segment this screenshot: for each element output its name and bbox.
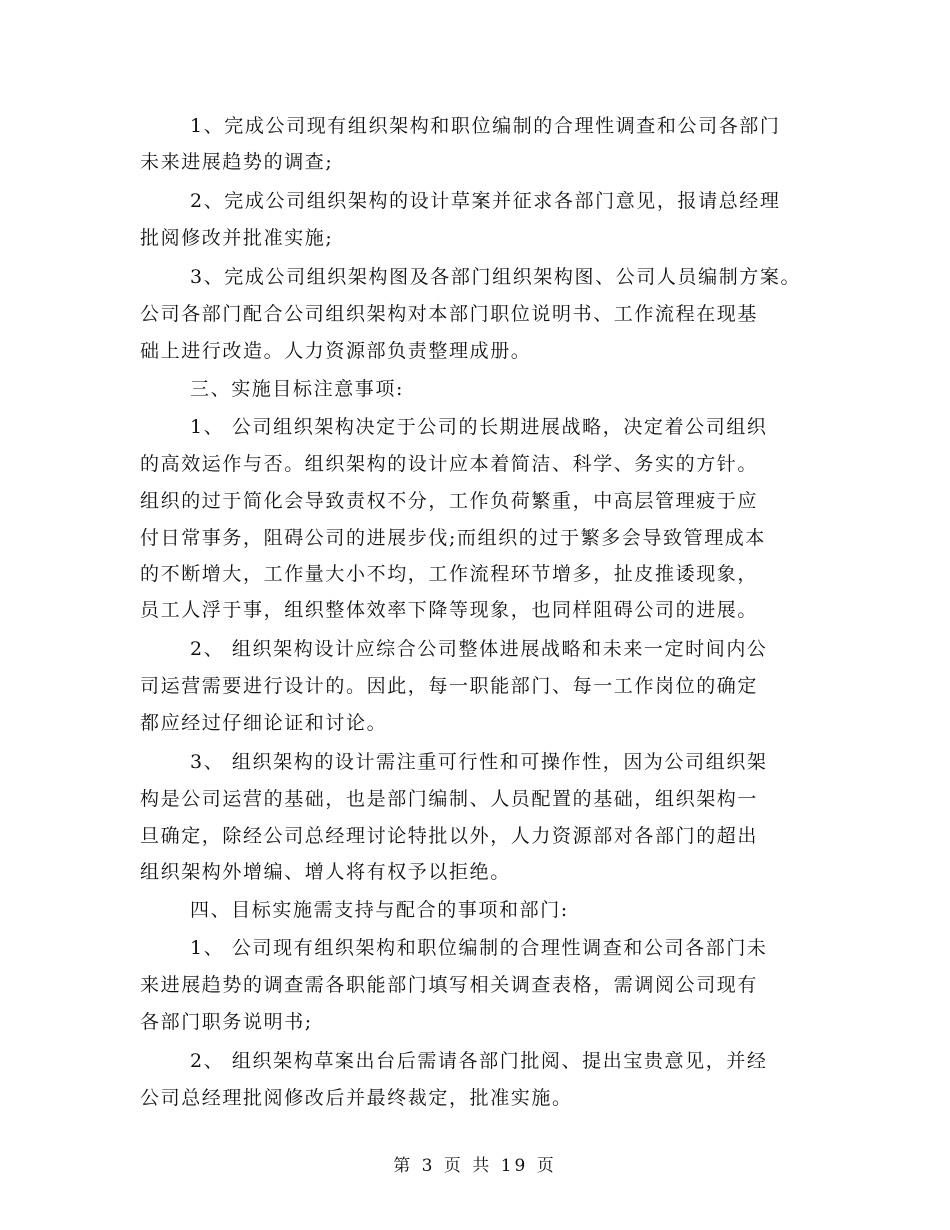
body-line: 1、 公司组织架构决定于公司的长期进展战略，决定着公司组织 bbox=[190, 416, 768, 438]
body-line: 组织的过于简化会导致责权不分，工作负荷繁重，中高层管理疲于应 bbox=[140, 490, 759, 512]
body-line: 2、 组织架构设计应综合公司整体进展战略和未来一定时间内公 bbox=[190, 638, 768, 660]
body-line: 来进展趋势的调查需各职能部门填写相关调查表格，需调阅公司现有 bbox=[140, 974, 759, 996]
body-line: 2、完成公司组织架构的设计草案并征求各部门意见，报请总经理 bbox=[190, 190, 781, 212]
body-line: 的高效运作与否。组织架构的设计应本着简洁、科学、务实的方针。 bbox=[140, 453, 759, 475]
body-line: 1、完成公司现有组织架构和职位编制的合理性调查和公司各部门 bbox=[190, 115, 781, 137]
body-line: 组织架构外增编、增人将有权予以拒绝。 bbox=[140, 861, 511, 883]
body-line: 旦确定，除经公司总经理讨论特批以外，人力资源部对各部门的超出 bbox=[140, 825, 759, 847]
body-line: 3、 组织架构的设计需注重可行性和可操作性，因为公司组织架 bbox=[190, 751, 768, 773]
body-line: 都应经过仔细论证和讨论。 bbox=[140, 712, 388, 734]
body-line: 付日常事务，阻碍公司的进展步伐;而组织的过于繁多会导致管理成本 bbox=[140, 527, 767, 549]
page-number-footer: 第 3 页 共 19 页 bbox=[393, 1156, 557, 1176]
body-line: 础上进行改造。人力资源部负责整理成册。 bbox=[140, 340, 532, 362]
body-line: 未来进展趋势的调查; bbox=[140, 151, 334, 173]
body-line: 各部门职务说明书; bbox=[140, 1011, 313, 1033]
body-line: 批阅修改并批准实施; bbox=[140, 227, 334, 249]
body-line: 3、完成公司组织架构图及各部门组织架构图、公司人员编制方案。 bbox=[190, 266, 802, 288]
body-line: 的不断增大，工作量大小不均，工作流程环节增多，扯皮推诿现象， bbox=[140, 563, 759, 585]
section-heading: 四、目标实施需支持与配合的事项和部门: bbox=[190, 899, 569, 921]
body-line: 公司各部门配合公司组织架构对本部门职位说明书、工作流程在现基 bbox=[140, 303, 759, 325]
body-line: 司运营需要进行设计的。因此，每一职能部门、每一工作岗位的确定 bbox=[140, 675, 759, 697]
section-heading: 三、实施目标注意事项: bbox=[190, 378, 405, 400]
body-line: 1、 公司现有组织架构和职位编制的合理性调查和公司各部门未 bbox=[190, 937, 768, 959]
body-line: 构是公司运营的基础，也是部门编制、人员配置的基础，组织架构一 bbox=[140, 788, 759, 810]
body-line: 公司总经理批阅修改后并最终裁定，批准实施。 bbox=[140, 1087, 573, 1109]
body-line: 2、 组织架构草案出台后需请各部门批阅、提出宝贵意见，并经 bbox=[190, 1050, 768, 1072]
body-line: 员工人浮于事，组织整体效率下降等现象，也同样阻碍公司的进展。 bbox=[140, 599, 759, 621]
